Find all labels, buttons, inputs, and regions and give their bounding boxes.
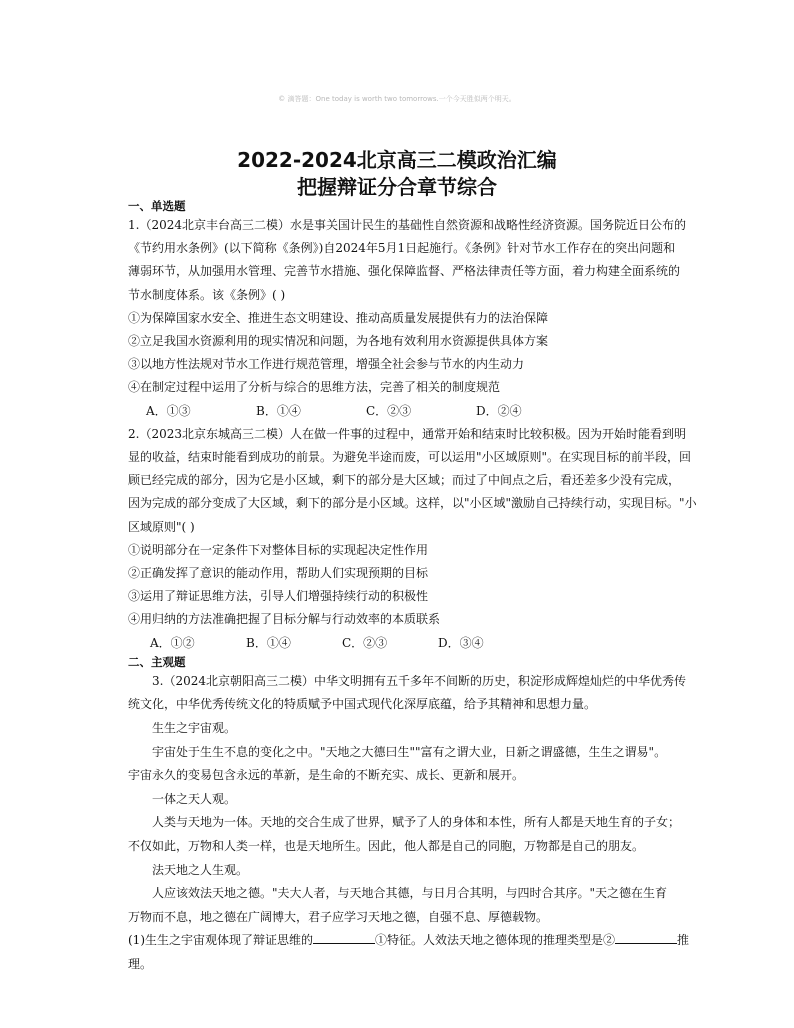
material-paragraph: 不仅如此，万物和人类一样，也是天地所生。因此，他人都是自己的同胞，万物都是自己的朋友。: [128, 839, 645, 854]
question-3-intro: 3.（2024北京朝阳高三二模）中华文明拥有五千多年不间断的历史，积淀形成辉煌灿烂的中华优秀传: [152, 673, 686, 688]
ask-text: ①特征。人效法天地之德体现的推理类型是②: [375, 933, 616, 948]
material-heading: 生生之宇宙观。: [152, 721, 237, 736]
question-1-line: 1.（2024北京丰台高三二模）水是事关国计民生的基础性自然资源和战略性经济资源。国务院近日公布的: [128, 218, 686, 232]
material-paragraph: 人应该效法天地之德。"夫大人者，与天地合其德，与日月合其明，与四时合其序。"天之德在生育: [152, 886, 668, 901]
document-body: [128, 199, 716, 977]
question-3-intro: 统文化，中华优秀传统文化的特质赋予中国式现代化深厚底蕴，给予其精神和思想力量。: [128, 697, 597, 712]
question-1-line: 薄弱环节，从加强用水管理、完善节水措施、强化保障监督、严格法律责任等方面，着力构建全面系统的: [128, 264, 681, 279]
document-title: 2022-2024北京高三二模政治汇编: [237, 148, 557, 172]
material-heading: 法天地之人生观。: [152, 862, 249, 877]
question-2-line: 因为完成的部分变成了大区域，剩下的部分是小区域。这样，以"小区域"激励自己持续行动，实现目标。"小: [128, 496, 697, 511]
choice-c[interactable]: C．②③: [366, 403, 412, 418]
choice-b[interactable]: B．①④: [256, 403, 301, 418]
watermark: © 滴答题：One today is worth two tomorrows.一个今天胜似两个明天。: [278, 95, 516, 103]
ask-text: 推: [677, 933, 690, 948]
question-1-statement: ②立足我国水资源利用的现实情况和问题，为各地有效利用水资源提供具体方案: [128, 334, 549, 349]
question-1-statement: ①为保障国家水安全、推进生态文明建设、推动高质量发展提供有力的法治保障: [128, 310, 549, 325]
choice-d[interactable]: D．③④: [438, 635, 484, 650]
section-heading-subjective: 二、主观题: [128, 654, 186, 669]
choice-a[interactable]: A．①③: [146, 403, 191, 418]
choice-b[interactable]: B．①④: [246, 635, 291, 650]
question-2-statement: ③运用了辩证思维方法，引导人们增强持续行动的积极性: [128, 589, 429, 604]
question-2-line: 顾已经完成的部分，因为它是小区域，剩下的部分是大区域；而过了中间点之后，看还差多少没有完成，: [128, 473, 681, 488]
question-2-choices: [128, 632, 716, 655]
question-2-statement: ①说明部分在一定条件下对整体目标的实现起决定性作用: [128, 542, 429, 557]
material-paragraph: 宇宙永久的变易包含永远的革新，是生命的不断充实、成长、更新和展开。: [128, 768, 525, 783]
question-3: [128, 670, 716, 977]
material-paragraph: 人类与天地为一体。天地的交合生成了世界，赋予了人的身体和本性，所有人都是天地生育的子女；: [152, 815, 681, 830]
question-1-statement: ③以地方性法规对节水工作进行规范管理，增强全社会参与节水的内生动力: [128, 357, 525, 372]
answer-blank-1[interactable]: [313, 929, 375, 944]
question-1: [128, 214, 716, 423]
question-2-line: 区域原则"( ): [128, 519, 195, 534]
question-2-statement: ④用归纳的方法准确把握了目标分解与行动效率的本质联系: [128, 612, 441, 627]
question-2-line: 显的收益，结束时能看到成功的前景。为避免半途而废，可以运用"小区域原则"。在实现目标的前半段，回: [128, 450, 692, 465]
choice-a[interactable]: A．①②: [150, 635, 195, 650]
question-1-statement: ④在制定过程中运用了分析与综合的思维方法，完善了相关的制度规范: [128, 380, 501, 395]
question-2-line: 2.（2023北京东城高三二模）人在做一件事的过程中，通常开始和结束时比较积极。因为开始时能看到明: [128, 426, 686, 441]
material-paragraph: 宇宙处于生生不息的变化之中。"天地之大德曰生""富有之谓大业，日新之谓盛德，生生之谓易"。: [152, 744, 667, 759]
choice-c[interactable]: C．②③: [342, 635, 388, 650]
document-subtitle: 把握辩证分合章节综合: [297, 175, 497, 199]
question-3-ask: [128, 929, 716, 953]
question-2: [128, 423, 716, 655]
question-1-line: 节水制度体系。该《条例》( ): [128, 287, 286, 302]
question-1-choices: [128, 400, 716, 423]
question-2-statement: ②正确发挥了意识的能动作用，帮助人们实现预期的目标: [128, 566, 429, 581]
material-paragraph: 万物而不息，地之德在广阔博大，君子应学习天地之德，自强不息、厚德载物。: [128, 909, 549, 924]
choice-d[interactable]: D．②④: [476, 403, 522, 418]
question-1-line: 《节约用水条例》(以下简称《条例》)自2024年5月1日起施行。《条例》针对节水工作存在的突出问题和: [128, 241, 676, 256]
question-3-ask-cont: 理。: [128, 956, 153, 971]
answer-blank-2[interactable]: [615, 929, 677, 944]
material-heading: 一体之天人观。: [152, 791, 237, 806]
section-heading-single-choice: 一、单选题: [128, 199, 186, 213]
ask-text: (1)生生之宇宙观体现了辩证思维的: [128, 933, 313, 948]
